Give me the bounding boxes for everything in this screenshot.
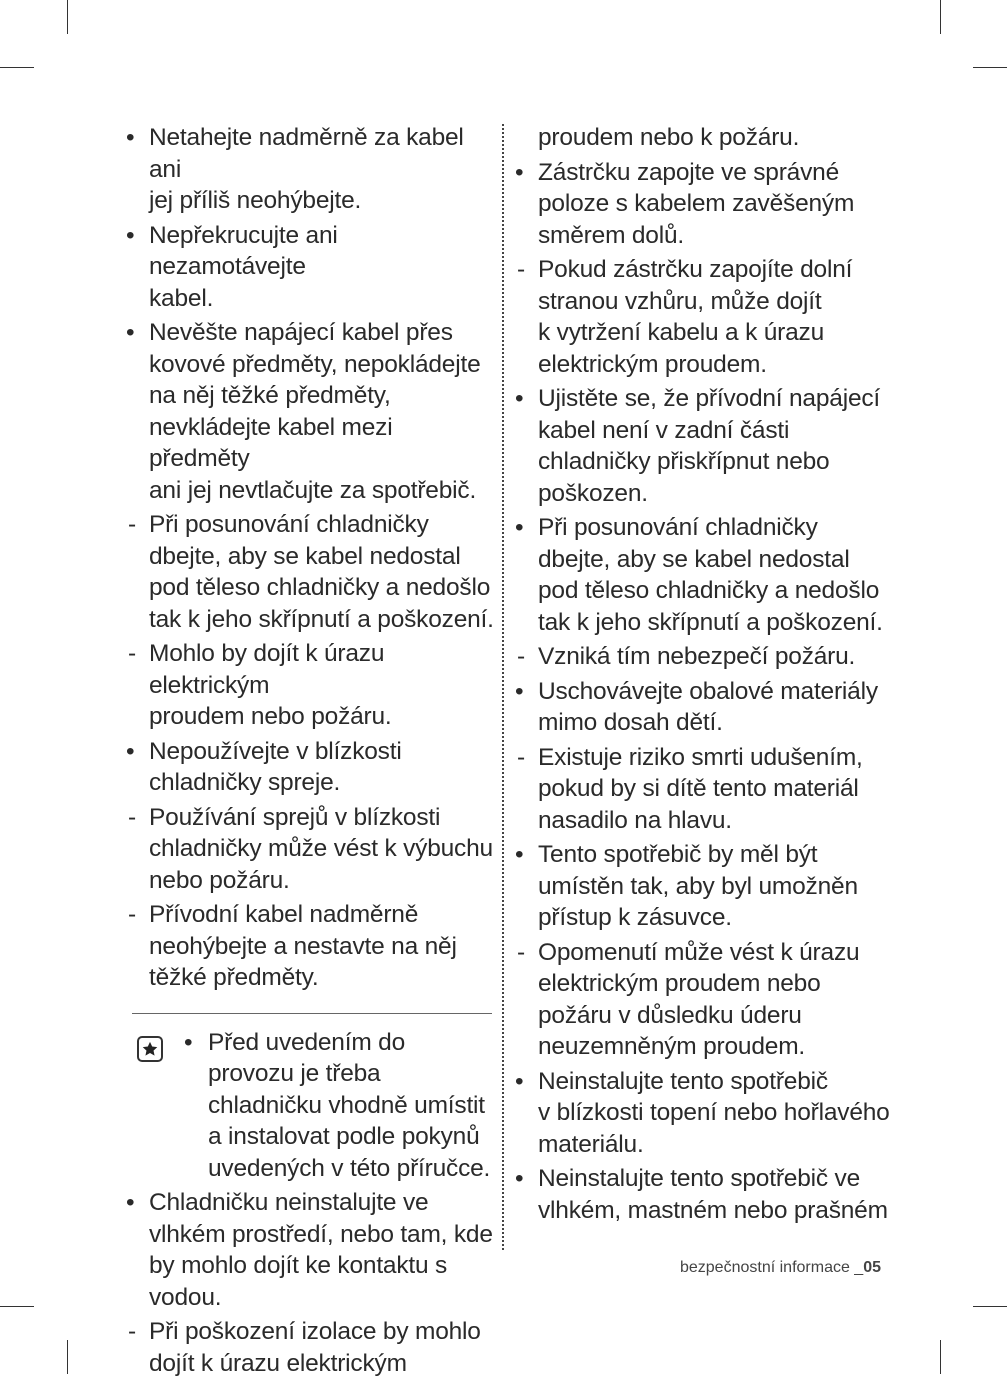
bullet-marker: • xyxy=(515,841,524,868)
dash-marker: - xyxy=(517,938,525,966)
list-item-text: Uschovávejte obalové materiály mimo dosah dětí. xyxy=(538,677,878,736)
list-item xyxy=(126,1187,496,1313)
list-item-text: Nevěšte napájecí kabel přes kovové předměty, nepokládejte na něj těžké předměty, nevkládejte kabel mezi předměty ani jej nevtlačujte za spotřebič. xyxy=(149,319,481,504)
crop-mark xyxy=(0,1306,34,1307)
list-item xyxy=(126,899,496,994)
list-marker: • xyxy=(184,1028,193,1056)
dash-marker: - xyxy=(517,743,525,771)
list-item-text: Nepoužívejte v blízkosti chladničky spreje. xyxy=(149,737,402,796)
crop-mark xyxy=(67,0,68,34)
crop-mark xyxy=(973,67,1007,68)
list-item-text: Tento spotřebič by měl být umístěn tak, aby byl umožněn přístup k zásuvce. xyxy=(538,841,858,931)
list-item-text: Vzniká tím nebezpečí požáru. xyxy=(538,643,856,670)
note-text: Před uvedením do provozu je třeba chladničku vhodně umístit a instalovat podle pokynů uvedených v této příručce. xyxy=(208,1028,491,1182)
list-item xyxy=(515,512,890,638)
list-item xyxy=(515,1066,890,1161)
list-item-text: Chladničku neinstalujte ve vlhkém prostředí, nebo tam, kde by mohlo dojít ke kontaktu s vodou. xyxy=(149,1189,493,1311)
list-item-text: Přívodní kabel nadměrně neohýbejte a nestavte na něj těžké předměty. xyxy=(149,901,457,991)
left-column xyxy=(126,122,496,1382)
footer-section: bezpečnostní informace _ xyxy=(679,1259,864,1276)
list-item-text: Zástrčku zapojte ve správné poloze s kabelem zavěšeným směrem dolů. xyxy=(538,158,855,249)
column-divider xyxy=(502,124,504,1250)
dash-marker: - xyxy=(128,901,136,928)
list-item xyxy=(515,839,890,934)
crop-mark xyxy=(0,67,34,68)
list-item xyxy=(126,220,496,315)
list-item xyxy=(515,742,890,837)
list-item xyxy=(515,157,890,252)
continued-text: proudem nebo k požáru. xyxy=(538,124,800,151)
list-item-text: Při posunování chladničky dbejte, aby se kabel nedostal pod těleso chladničky a nedošlo tak k jeho skřípnutí a poškození. xyxy=(538,514,883,636)
dash-marker: - xyxy=(128,640,136,667)
crop-mark xyxy=(940,0,941,34)
dash-marker: - xyxy=(517,256,525,283)
right-list xyxy=(515,157,890,1227)
bullet-marker: • xyxy=(515,158,524,186)
star-icon xyxy=(137,1036,163,1062)
bullet-marker: • xyxy=(515,514,524,541)
list-item xyxy=(515,254,890,380)
list-item xyxy=(126,736,496,799)
bullet-marker: • xyxy=(126,737,135,765)
dash-marker: - xyxy=(128,1318,136,1345)
left-bottom-list xyxy=(126,1187,496,1379)
crop-mark xyxy=(67,1340,68,1374)
bullet-marker: • xyxy=(126,124,135,151)
list-item xyxy=(126,638,496,733)
list-item-text: Mohlo by dojít k úrazu elektrickým proudem nebo požáru. xyxy=(149,640,392,730)
dash-marker: - xyxy=(128,803,136,831)
list-item-text: Netahejte nadměrně za kabel ani jej příliš neohýbejte. xyxy=(149,124,464,214)
bullet-marker: • xyxy=(515,1165,524,1192)
list-item xyxy=(515,937,890,1063)
list-item-text: Pokud zástrčku zapojíte dolní stranou vzhůru, může dojít k vytržení kabelu a k úrazu elektrickým proudem. xyxy=(538,256,853,378)
list-item xyxy=(515,641,890,673)
page-number: 05 xyxy=(863,1259,881,1276)
note-block xyxy=(126,1027,496,1185)
list-item xyxy=(126,802,496,897)
bullet-marker: • xyxy=(126,221,135,249)
list-item xyxy=(515,676,890,739)
list-item xyxy=(515,383,890,509)
bullet-marker: • xyxy=(515,1067,524,1095)
list-item-text: Při poškození izolace by mohlo dojít k úrazu elektrickým xyxy=(149,1318,481,1377)
dash-marker: - xyxy=(128,511,136,538)
list-item xyxy=(126,1316,496,1379)
list-item-text: Při posunování chladničky dbejte, aby se kabel nedostal pod těleso chladničky a nedošlo tak k jeho skřípnutí a poškození. xyxy=(149,511,494,633)
bullet-marker: • xyxy=(126,1189,135,1216)
list-item-text: Existuje riziko smrti udušením, pokud by si dítě tento materiál nasadilo na hlavu. xyxy=(538,743,863,834)
list-item-text: Ujistěte se, že přívodní napájecí kabel není v zadní části chladničky přiskřípnut nebo poškozen. xyxy=(538,385,881,507)
dash-marker: - xyxy=(517,643,525,670)
list-item-text: Neinstalujte tento spotřebič v blízkosti topení nebo hořlavého materiálu. xyxy=(538,1067,890,1158)
list-item-text: Používání sprejů v blízkosti chladničky může vést k výbuchu nebo požáru. xyxy=(149,803,493,894)
bullet-marker: • xyxy=(515,385,524,412)
list-item-text: Neinstalujte tento spotřebič ve vlhkém, mastném nebo prašném xyxy=(538,1165,888,1224)
bullet-marker: • xyxy=(515,677,524,705)
note-item xyxy=(184,1027,496,1185)
right-column xyxy=(515,122,890,1229)
list-item-text: Opomenutí může vést k úrazu elektrickým proudem nebo požáru v důsledku úderu neuzemněným proudem. xyxy=(538,938,860,1060)
note-divider xyxy=(132,1013,492,1014)
list-item xyxy=(126,122,496,217)
crop-mark xyxy=(973,1306,1007,1307)
list-item xyxy=(126,317,496,506)
bullet-marker: • xyxy=(126,319,135,346)
crop-mark xyxy=(940,1340,941,1374)
list-item-text: Nepřekrucujte ani nezamotávejte kabel. xyxy=(149,221,338,312)
list-item xyxy=(515,1163,890,1226)
page-footer xyxy=(680,1259,881,1277)
list-item xyxy=(126,509,496,635)
left-top-list xyxy=(126,122,496,994)
